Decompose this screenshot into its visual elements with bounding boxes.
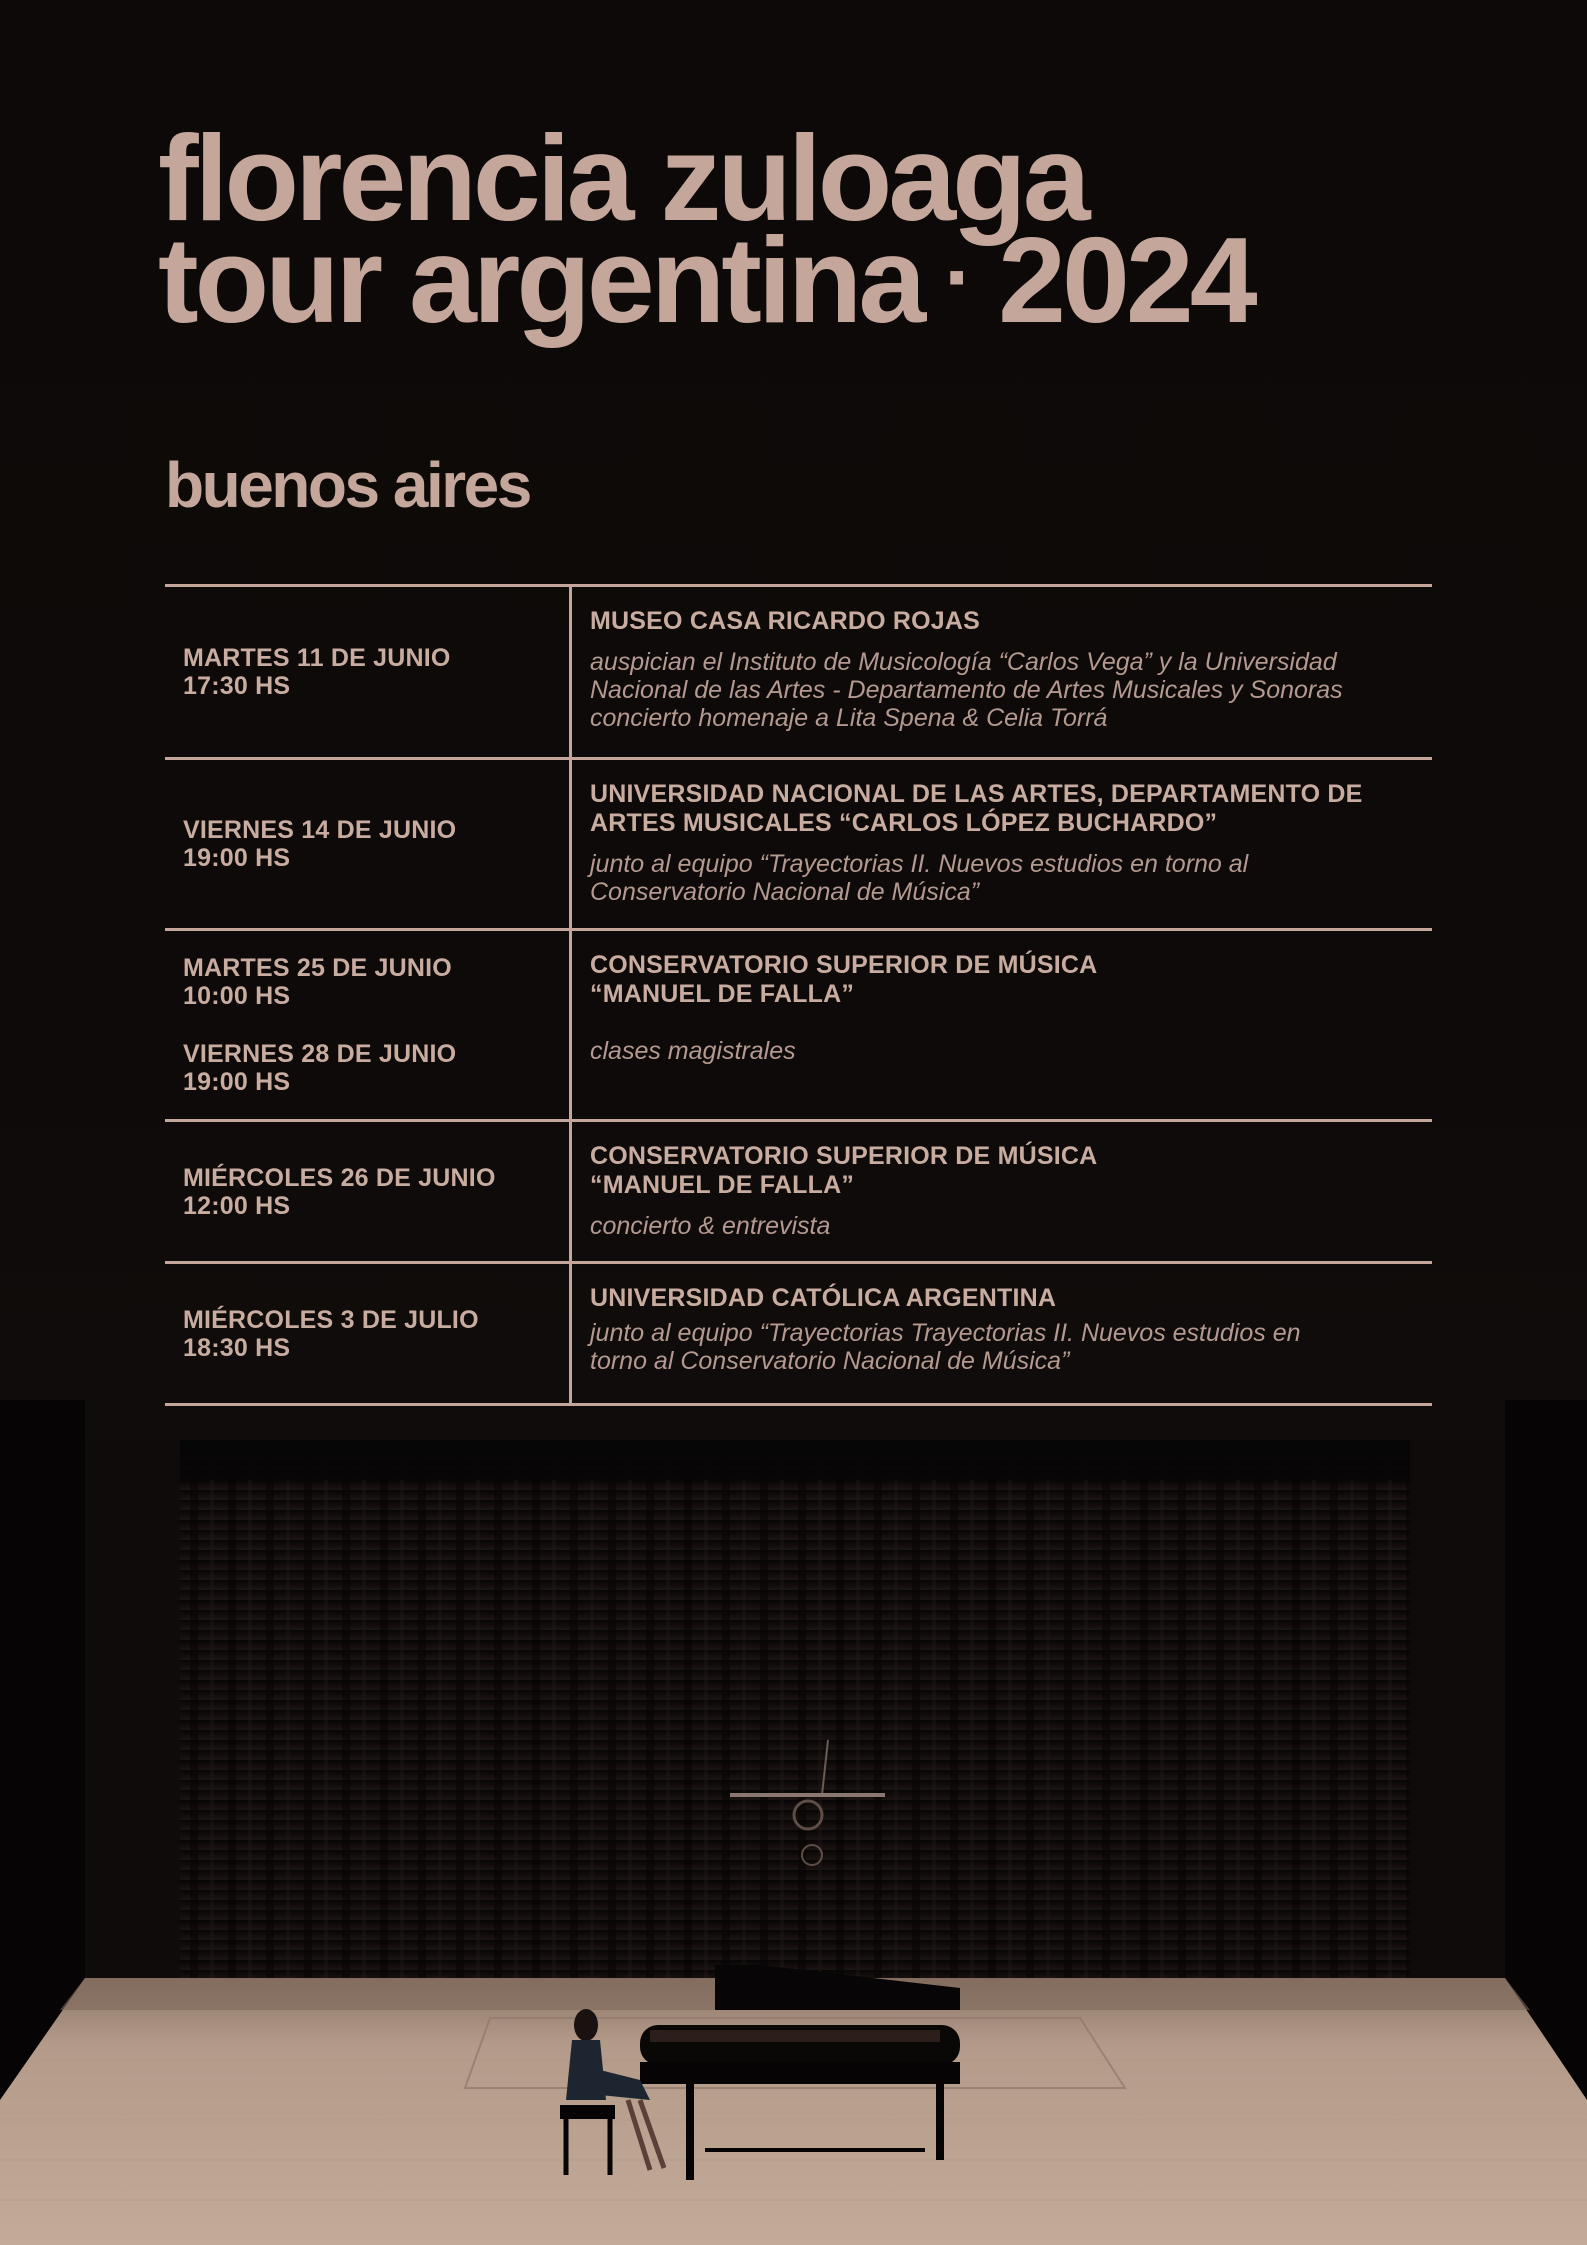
venue-line: UNIVERSIDAD CATÓLICA ARGENTINA [590, 1284, 1057, 1312]
schedule-row [165, 1264, 1432, 1406]
note-line: auspician el Instituto de Musicología “Carlos Vega” y la Universidad [590, 648, 1337, 676]
event-date: MARTES 11 DE JUNIO [183, 644, 451, 672]
date-cell [165, 1264, 572, 1403]
schedule-row [165, 760, 1432, 931]
venue-line: ARTES MUSICALES “CARLOS LÓPEZ BUCHARDO” [590, 809, 1218, 837]
event-time: 12:00 HS [183, 1191, 291, 1220]
event-note [590, 850, 1414, 906]
note-line: clases magistrales [590, 1037, 796, 1065]
venue-name [590, 1142, 1414, 1200]
title-separator: · [944, 228, 971, 328]
event-time: 19:00 HS [183, 1068, 291, 1096]
event-note [590, 1037, 1414, 1065]
date-group [183, 1164, 569, 1220]
venue-line: CONSERVATORIO SUPERIOR DE MÚSICA [590, 951, 1098, 979]
venue-cell [572, 587, 1432, 757]
event-date: VIERNES 28 DE JUNIO [183, 1040, 457, 1068]
venue-line: MUSEO CASA RICARDO ROJAS [590, 607, 981, 635]
event-date: MARTES 25 DE JUNIO [183, 954, 452, 982]
event-note [590, 1319, 1414, 1375]
note-line: concierto & entrevista [590, 1212, 831, 1240]
venue-line: UNIVERSIDAD NACIONAL DE LAS ARTES, DEPARTAMENTO DE [590, 780, 1363, 808]
venue-cell [572, 760, 1432, 928]
event-time: 19:00 HS [183, 844, 291, 872]
date-cell [165, 931, 572, 1119]
event-note [590, 648, 1414, 732]
venue-line: “MANUEL DE FALLA” [590, 980, 855, 1008]
venue-line: CONSERVATORIO SUPERIOR DE MÚSICA [590, 1142, 1098, 1170]
event-date: MIÉRCOLES 3 DE JULIO [183, 1305, 479, 1334]
venue-name [590, 607, 1414, 636]
event-date: VIERNES 14 DE JUNIO [183, 816, 457, 844]
date-group [183, 816, 569, 872]
event-time: 18:30 HS [183, 1333, 291, 1362]
venue-name [590, 780, 1414, 838]
date-cell [165, 587, 572, 757]
event-date: MIÉRCOLES 26 DE JUNIO [183, 1163, 496, 1192]
event-time: 10:00 HS [183, 982, 291, 1010]
venue-line: “MANUEL DE FALLA” [590, 1171, 855, 1199]
note-line: torno al Conservatorio Nacional de Música” [590, 1347, 1070, 1375]
note-line: concierto homenaje a Lita Spena & Celia Torrá [590, 704, 1108, 732]
date-cell [165, 760, 572, 928]
title-line-2 [158, 212, 1254, 348]
schedule-row [165, 587, 1432, 760]
note-line: Conservatorio Nacional de Música” [590, 878, 980, 906]
date-group [183, 1040, 569, 1096]
date-cell [165, 1122, 572, 1261]
venue-name [590, 1284, 1414, 1313]
venue-name [590, 951, 1414, 1009]
venue-cell [572, 1264, 1432, 1403]
schedule-row [165, 931, 1432, 1122]
note-line: Nacional de las Artes - Departamento de Artes Musicales y Sonoras [590, 676, 1343, 704]
date-group [183, 1306, 569, 1362]
note-line: junto al equipo “Trayectorias Trayectorias II. Nuevos estudios en [590, 1319, 1301, 1347]
title-line-1: florencia zuloaga [158, 110, 1087, 246]
title-tour-text: tour argentina [158, 212, 923, 348]
event-note [590, 1212, 1414, 1240]
schedule-row [165, 1122, 1432, 1264]
title-year: 2024 [998, 212, 1254, 348]
date-group [183, 954, 569, 1010]
event-time: 17:30 HS [183, 672, 291, 700]
schedule-table [165, 584, 1432, 1406]
city-heading: buenos aires [165, 449, 530, 521]
venue-cell [572, 931, 1432, 1119]
date-group [183, 644, 569, 700]
venue-cell [572, 1122, 1432, 1261]
note-line: junto al equipo “Trayectorias II. Nuevos estudios en torno al [590, 850, 1249, 878]
poster-title [158, 110, 1254, 348]
